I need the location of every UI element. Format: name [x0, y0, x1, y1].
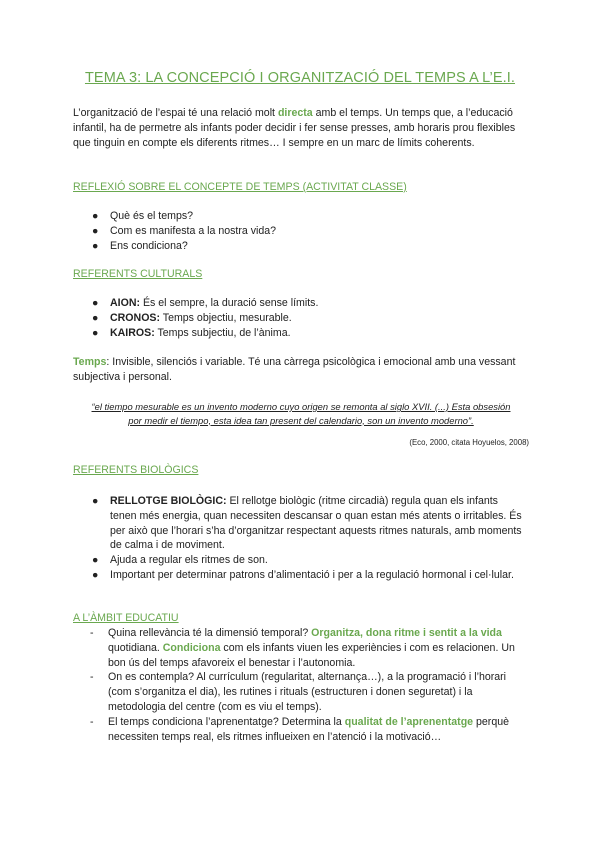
bullet-mark: ● [92, 495, 99, 507]
dash-mark: - [90, 715, 94, 728]
highlight-organitza: Organitza, dona ritme i sentit a la vida [311, 627, 502, 639]
dash-mark: - [90, 671, 94, 684]
list-item: - El temps condiciona l’aprenentatge? Determina la qualitat de l’aprenentatge perquè necessiten temps real, els ritmes influeixen en l’atenció i la motivació… [90, 715, 509, 743]
term-aion: AION: [110, 297, 141, 309]
list-item: ● Important per determinar patrons d’alimentació i per a la regulació hormonal i cel·lular. [92, 568, 514, 581]
term-cronos: CRONOS: [110, 311, 161, 324]
list-item: ● Com es manifesta a la nostra vida? [92, 224, 277, 237]
highlight-qualitat: qualitat de l’aprenentatge [344, 715, 474, 728]
intro-paragraph [73, 106, 529, 150]
educatiu-heading: A L’ÀMBIT EDUCATIU [73, 612, 179, 624]
quote-line-2: por medir el tiempo, esta idea tan present del calendario, son un invento moderno”. [128, 414, 474, 426]
list-item: ● CRONOS: Temps objectiu, mesurable. [92, 311, 292, 324]
list-item: ● Ajuda a regular els ritmes de son. [92, 554, 268, 567]
intro-highlight: directa [277, 107, 313, 119]
bullet-mark: ● [92, 210, 99, 222]
culturals-list [92, 296, 522, 340]
dash-mark: - [90, 627, 94, 639]
list-item: ● AION: És el sempre, la duració sense límits. [92, 297, 319, 309]
bullet-mark: ● [92, 311, 99, 324]
reflexio-list [92, 209, 522, 253]
bullet-mark: ● [92, 224, 99, 237]
quote-citation: (Eco, 2000, citata Hoyuelos, 2008) [409, 438, 529, 447]
culturals-heading: REFERENTS CULTURALS [73, 268, 203, 280]
term-kairos: KAIROS: [110, 326, 155, 339]
intro-text-before: L’organització de l’espai té una relació molt [73, 107, 278, 119]
quote-line-1: “el tiempo mesurable es un invento moderno cuyo origen se remonta al siglo XVII. (...) Esta obsesión [91, 401, 511, 412]
list-item: - Quina rellevància té la dimensió temporal? Organitza, dona ritme i sentit a la vida quotidiana. Condiciona com els infants viuen les experiències i com es relacionen. Un bon ús del temps afavoreix el benestar i l’autonomia. [90, 627, 515, 669]
list-item: ● Ens condiciona? [92, 239, 188, 252]
list-item: ● Què és el temps? [92, 210, 194, 222]
term-rellotge: RELLOTGE BIOLÒGIC: [110, 495, 227, 507]
list-item: - On es contempla? Al currículum (regularitat, alternança…), a la programació i l’horari (com s’organitza el dia), les rutines i rituals (estructuren i donen seguretat) i la metodologia del centre (com es viu el temps). [90, 671, 507, 713]
intro-text-after: amb el temps. Un temps que, a l’educació infantil, ha de permetre als infants poder decidir i fer sense presses, amb horaris prou flexibles que tinguin en compte els diferents ritmes… I sempre en un marc de límits coherents. [73, 107, 516, 149]
temps-term: Temps [73, 356, 107, 368]
bullet-mark: ● [92, 326, 99, 339]
bullet-mark: ● [92, 297, 99, 309]
bullet-mark: ● [92, 568, 99, 581]
quote-block [73, 400, 529, 427]
list-item: ● KAIROS: Temps subjectiu, de l’ànima. [92, 326, 291, 339]
list-item: ● RELLOTGE BIOLÒGIC: El rellotge biològic (ritme circadià) regula quan els infants tenen més energia, quan necessiten descansar o quan estan més atents o irritables. És per això que l’horari s’ha d’organitzar respectant aquests ritmes naturals, amb moments de calma i de moviment. [92, 495, 522, 552]
educatiu-list [90, 626, 530, 744]
biologics-heading: REFERENTS BIOLÒGICS [73, 464, 199, 476]
biologics-list [92, 494, 522, 583]
highlight-condiciona: Condiciona [162, 641, 221, 654]
page-title: TEMA 3: LA CONCEPCIÓ I ORGANITZACIÓ DEL TEMPS A L’E.I. [84, 70, 516, 86]
bullet-mark: ● [92, 554, 99, 567]
bullet-mark: ● [92, 239, 99, 252]
reflexio-heading: REFLEXIÓ SOBRE EL CONCEPTE DE TEMPS (ACTIVITAT CLASSE) [73, 181, 407, 193]
temps-paragraph: Temps: Invisible, silenciós i variable. Té una càrrega psicològica i emocional amb una vessant subjectiva i personal. [73, 356, 516, 383]
